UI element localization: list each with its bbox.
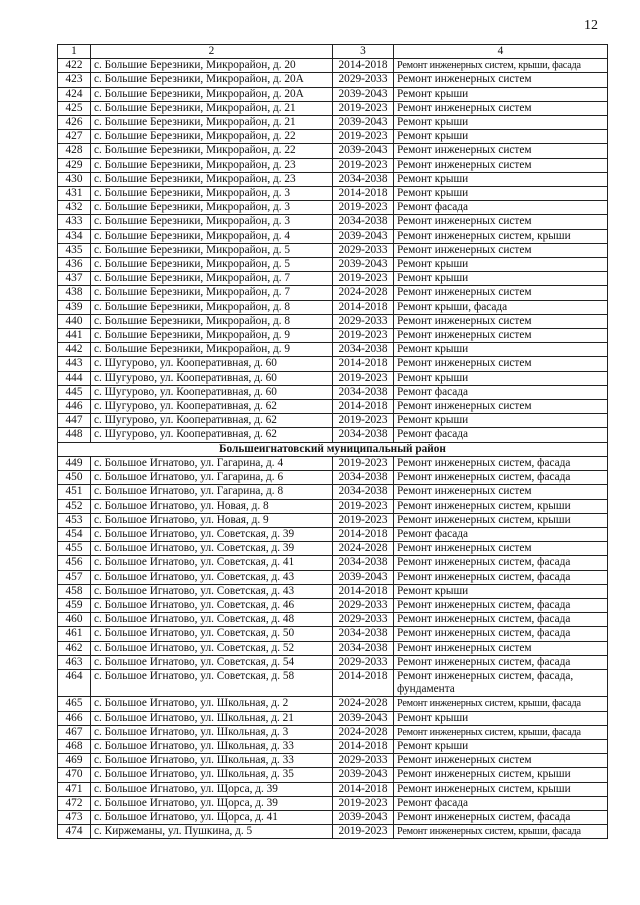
row-work-type: Ремонт инженерных систем, крыши [394,229,608,243]
rows-group-a [58,59,608,442]
row-period: 2019-2023 [333,456,394,470]
row-address: с. Шугурово, ул. Кооперативная, д. 60 [91,371,333,385]
row-period: 2014-2018 [333,584,394,598]
row-work-type: Ремонт инженерных систем, крыши, фасада [394,825,608,839]
table-row [58,655,608,669]
repair-schedule-table [57,44,608,839]
row-period: 2019-2023 [333,825,394,839]
row-period: 2029-2033 [333,73,394,87]
table-row [58,796,608,810]
row-work-type: Ремонт фасада [394,201,608,215]
row-period: 2039-2043 [333,116,394,130]
row-number: 424 [58,87,91,101]
row-period: 2034-2038 [333,428,394,442]
row-number: 446 [58,400,91,414]
row-address: с. Большие Березники, Микрорайон, д. 23 [91,158,333,172]
row-address: с. Большое Игнатово, ул. Гагарина, д. 8 [91,485,333,499]
row-number: 471 [58,782,91,796]
table-row [58,116,608,130]
row-number: 436 [58,258,91,272]
row-work-type: Ремонт крыши [394,414,608,428]
row-work-type: Ремонт инженерных систем, фасада [394,556,608,570]
row-number: 468 [58,739,91,753]
row-address: с. Большое Игнатово, ул. Школьная, д. 2 [91,697,333,711]
row-number: 427 [58,130,91,144]
table-row [58,357,608,371]
row-number: 425 [58,101,91,115]
row-period: 2039-2043 [333,570,394,584]
row-work-type: Ремонт крыши [394,711,608,725]
row-address: с. Большие Березники, Микрорайон, д. 8 [91,300,333,314]
row-address: с. Большие Березники, Микрорайон, д. 20 [91,59,333,73]
row-period: 2034-2038 [333,471,394,485]
row-period: 2034-2038 [333,556,394,570]
row-number: 429 [58,158,91,172]
row-number: 456 [58,556,91,570]
table-row [58,272,608,286]
table-row [58,782,608,796]
row-work-type: Ремонт инженерных систем [394,158,608,172]
table-row [58,314,608,328]
row-address: с. Большое Игнатово, ул. Школьная, д. 33 [91,739,333,753]
row-work-type: Ремонт инженерных систем [394,641,608,655]
table-row [58,825,608,839]
row-period: 2034-2038 [333,385,394,399]
row-work-type: Ремонт инженерных систем [394,542,608,556]
table-row [58,485,608,499]
row-address: с. Большое Игнатово, ул. Советская, д. 54 [91,655,333,669]
row-address: с. Большие Березники, Микрорайон, д. 5 [91,258,333,272]
row-number: 428 [58,144,91,158]
row-work-type: Ремонт инженерных систем [394,314,608,328]
row-number: 452 [58,499,91,513]
row-work-type: Ремонт фасада [394,428,608,442]
table-row [58,258,608,272]
row-number: 458 [58,584,91,598]
table-row [58,471,608,485]
row-work-type: Ремонт фасада [394,796,608,810]
row-work-type: Ремонт крыши [394,172,608,186]
row-period: 2039-2043 [333,258,394,272]
row-address: с. Большое Игнатово, ул. Гагарина, д. 6 [91,471,333,485]
row-address: с. Большие Березники, Микрорайон, д. 7 [91,286,333,300]
table-row [58,570,608,584]
row-address: с. Большое Игнатово, ул. Советская, д. 39 [91,527,333,541]
row-work-type: Ремонт инженерных систем [394,329,608,343]
row-period: 2039-2043 [333,768,394,782]
row-number: 454 [58,527,91,541]
row-work-type: Ремонт крыши [394,116,608,130]
row-address: с. Большие Березники, Микрорайон, д. 8 [91,314,333,328]
table-row [58,385,608,399]
row-address: с. Большое Игнатово, ул. Советская, д. 48 [91,613,333,627]
row-address: с. Большое Игнатово, ул. Щорса, д. 39 [91,796,333,810]
table-row [58,613,608,627]
row-address: с. Большие Березники, Микрорайон, д. 21 [91,101,333,115]
table-row [58,527,608,541]
row-period: 2014-2018 [333,400,394,414]
table-row [58,428,608,442]
row-address: с. Большое Игнатово, ул. Советская, д. 43 [91,584,333,598]
table-row [58,87,608,101]
row-address: с. Большое Игнатово, ул. Советская, д. 39 [91,542,333,556]
table-row [58,201,608,215]
row-number: 433 [58,215,91,229]
row-period: 2039-2043 [333,144,394,158]
row-number: 470 [58,768,91,782]
row-address: с. Большое Игнатово, ул. Новая, д. 8 [91,499,333,513]
row-work-type: Ремонт инженерных систем, крыши, фасада [394,725,608,739]
table-row [58,414,608,428]
row-number: 469 [58,754,91,768]
row-number: 422 [58,59,91,73]
row-period: 2014-2018 [333,59,394,73]
table-row [58,499,608,513]
row-number: 465 [58,697,91,711]
row-number: 455 [58,542,91,556]
row-work-type: Ремонт инженерных систем [394,485,608,499]
page-number: 12 [584,18,598,33]
row-number: 474 [58,825,91,839]
row-number: 423 [58,73,91,87]
row-work-type: Ремонт инженерных систем, фасада [394,471,608,485]
row-work-type: Ремонт инженерных систем, фасада [394,570,608,584]
table-row [58,669,608,696]
row-number: 430 [58,172,91,186]
row-work-type: Ремонт инженерных систем, крыши, фасада [394,59,608,73]
table-row [58,711,608,725]
row-number: 457 [58,570,91,584]
row-number: 443 [58,357,91,371]
row-period: 2019-2023 [333,272,394,286]
row-work-type: Ремонт инженерных систем, фасада [394,613,608,627]
table-row [58,641,608,655]
row-period: 2034-2038 [333,627,394,641]
row-work-type: Ремонт инженерных систем, крыши [394,513,608,527]
row-work-type: Ремонт инженерных систем [394,400,608,414]
row-number: 461 [58,627,91,641]
row-period: 2029-2033 [333,598,394,612]
row-work-type: Ремонт инженерных систем, фасада [394,655,608,669]
row-period: 2034-2038 [333,641,394,655]
table-row [58,187,608,201]
row-period: 2029-2033 [333,613,394,627]
column-header-1: 1 [58,45,91,59]
row-number: 445 [58,385,91,399]
row-address: с. Большие Березники, Микрорайон, д. 3 [91,215,333,229]
row-period: 2039-2043 [333,711,394,725]
row-work-type: Ремонт инженерных систем [394,144,608,158]
row-work-type: Ремонт инженерных систем, крыши, фасада [394,697,608,711]
row-address: с. Большое Игнатово, ул. Школьная, д. 3 [91,725,333,739]
row-work-type: Ремонт инженерных систем, фасада, фундамента [394,669,608,696]
row-address: с. Большие Березники, Микрорайон, д. 23 [91,172,333,186]
row-work-type: Ремонт крыши [394,87,608,101]
row-work-type: Ремонт инженерных систем, фасада [394,627,608,641]
table-row [58,101,608,115]
table-row [58,59,608,73]
row-work-type: Ремонт инженерных систем, крыши [394,499,608,513]
table-row [58,725,608,739]
table-row [58,371,608,385]
table-row [58,810,608,824]
row-work-type: Ремонт инженерных систем [394,754,608,768]
row-number: 459 [58,598,91,612]
row-address: с. Большие Березники, Микрорайон, д. 5 [91,243,333,257]
row-work-type: Ремонт инженерных систем, фасада [394,456,608,470]
row-number: 437 [58,272,91,286]
row-period: 2019-2023 [333,796,394,810]
row-period: 2019-2023 [333,499,394,513]
row-address: с. Большое Игнатово, ул. Советская, д. 46 [91,598,333,612]
table-row [58,73,608,87]
table-row [58,215,608,229]
row-period: 2014-2018 [333,187,394,201]
table-row [58,300,608,314]
row-period: 2014-2018 [333,739,394,753]
section-group [58,442,608,456]
row-address: с. Большое Игнатово, ул. Щорса, д. 41 [91,810,333,824]
row-address: с. Большое Игнатово, ул. Советская, д. 52 [91,641,333,655]
table-row [58,343,608,357]
row-address: с. Большое Игнатово, ул. Советская, д. 43 [91,570,333,584]
table-row [58,172,608,186]
row-address: с. Большие Березники, Микрорайон, д. 4 [91,229,333,243]
row-number: 453 [58,513,91,527]
row-number: 432 [58,201,91,215]
table-row [58,556,608,570]
row-period: 2014-2018 [333,300,394,314]
row-address: с. Большое Игнатово, ул. Советская, д. 58 [91,669,333,696]
row-address: с. Шугурово, ул. Кооперативная, д. 62 [91,414,333,428]
row-number: 449 [58,456,91,470]
table-row [58,754,608,768]
row-period: 2019-2023 [333,201,394,215]
row-address: с. Большие Березники, Микрорайон, д. 20А [91,73,333,87]
row-period: 2029-2033 [333,754,394,768]
row-address: с. Большое Игнатово, ул. Школьная, д. 33 [91,754,333,768]
row-period: 2024-2028 [333,725,394,739]
section-row [58,442,608,456]
row-work-type: Ремонт крыши [394,272,608,286]
row-work-type: Ремонт крыши [394,343,608,357]
row-address: с. Шугурово, ул. Кооперативная, д. 62 [91,400,333,414]
row-number: 442 [58,343,91,357]
table-row [58,158,608,172]
row-number: 439 [58,300,91,314]
row-period: 2014-2018 [333,527,394,541]
row-period: 2019-2023 [333,329,394,343]
row-work-type: Ремонт крыши [394,258,608,272]
row-number: 431 [58,187,91,201]
row-period: 2019-2023 [333,371,394,385]
row-number: 463 [58,655,91,669]
row-address: с. Большие Березники, Микрорайон, д. 9 [91,343,333,357]
table-row [58,627,608,641]
row-address: с. Большое Игнатово, ул. Новая, д. 9 [91,513,333,527]
row-work-type: Ремонт крыши [394,130,608,144]
row-number: 435 [58,243,91,257]
row-number: 450 [58,471,91,485]
row-number: 434 [58,229,91,243]
row-period: 2034-2038 [333,172,394,186]
row-work-type: Ремонт инженерных систем [394,286,608,300]
row-work-type: Ремонт фасада [394,385,608,399]
row-work-type: Ремонт фасада [394,527,608,541]
row-period: 2039-2043 [333,810,394,824]
row-address: с. Большое Игнатово, ул. Советская, д. 50 [91,627,333,641]
row-period: 2014-2018 [333,357,394,371]
row-address: с. Шугурово, ул. Кооперативная, д. 60 [91,385,333,399]
column-header-3: 3 [333,45,394,59]
row-period: 2034-2038 [333,215,394,229]
row-address: с. Шугурово, ул. Кооперативная, д. 60 [91,357,333,371]
row-work-type: Ремонт инженерных систем [394,357,608,371]
row-period: 2024-2028 [333,697,394,711]
row-work-type: Ремонт крыши, фасада [394,300,608,314]
row-number: 462 [58,641,91,655]
row-number: 466 [58,711,91,725]
row-number: 473 [58,810,91,824]
row-number: 464 [58,669,91,696]
table-row [58,513,608,527]
row-number: 451 [58,485,91,499]
row-period: 2029-2033 [333,655,394,669]
row-address: с. Большие Березники, Микрорайон, д. 21 [91,116,333,130]
row-period: 2039-2043 [333,229,394,243]
row-address: с. Большое Игнатово, ул. Советская, д. 41 [91,556,333,570]
row-period: 2019-2023 [333,130,394,144]
row-period: 2024-2028 [333,286,394,300]
row-period: 2039-2043 [333,87,394,101]
row-work-type: Ремонт инженерных систем, крыши [394,782,608,796]
table-row [58,739,608,753]
row-work-type: Ремонт инженерных систем, крыши [394,768,608,782]
row-number: 438 [58,286,91,300]
table-row [58,768,608,782]
row-period: 2029-2033 [333,243,394,257]
row-number: 444 [58,371,91,385]
row-number: 472 [58,796,91,810]
table-row [58,542,608,556]
row-period: 2014-2018 [333,782,394,796]
row-address: с. Большие Березники, Микрорайон, д. 20А [91,87,333,101]
row-work-type: Ремонт инженерных систем, фасада [394,810,608,824]
rows-group-b [58,456,608,838]
row-period: 2019-2023 [333,414,394,428]
row-address: с. Большие Березники, Микрорайон, д. 3 [91,201,333,215]
row-work-type: Ремонт инженерных систем, фасада [394,598,608,612]
table-row [58,286,608,300]
column-header-4: 4 [394,45,608,59]
row-number: 447 [58,414,91,428]
row-period: 2034-2038 [333,343,394,357]
row-work-type: Ремонт крыши [394,187,608,201]
row-work-type: Ремонт инженерных систем [394,101,608,115]
row-period: 2019-2023 [333,158,394,172]
table-row [58,243,608,257]
row-work-type: Ремонт инженерных систем [394,243,608,257]
row-period: 2029-2033 [333,314,394,328]
table-row [58,598,608,612]
row-address: с. Киржеманы, ул. Пушкина, д. 5 [91,825,333,839]
row-address: с. Большие Березники, Микрорайон, д. 22 [91,130,333,144]
section-title: Большеигнатовский муниципальный район [58,442,608,456]
row-address: с. Большие Березники, Микрорайон, д. 7 [91,272,333,286]
row-work-type: Ремонт инженерных систем [394,73,608,87]
table-row [58,697,608,711]
column-header-row [58,45,608,59]
table-row [58,144,608,158]
row-work-type: Ремонт крыши [394,739,608,753]
row-period: 2034-2038 [333,485,394,499]
row-address: с. Большое Игнатово, ул. Гагарина, д. 4 [91,456,333,470]
row-period: 2024-2028 [333,542,394,556]
row-address: с. Большие Березники, Микрорайон, д. 3 [91,187,333,201]
row-work-type: Ремонт крыши [394,371,608,385]
table-row [58,584,608,598]
table-row [58,456,608,470]
row-work-type: Ремонт крыши [394,584,608,598]
table-row [58,229,608,243]
row-period: 2014-2018 [333,669,394,696]
row-address: с. Большое Игнатово, ул. Щорса, д. 39 [91,782,333,796]
row-number: 448 [58,428,91,442]
row-number: 460 [58,613,91,627]
row-period: 2019-2023 [333,101,394,115]
row-address: с. Большие Березники, Микрорайон, д. 9 [91,329,333,343]
row-number: 467 [58,725,91,739]
row-address: с. Шугурово, ул. Кооперативная, д. 62 [91,428,333,442]
table-row [58,329,608,343]
row-address: с. Большое Игнатово, ул. Школьная, д. 21 [91,711,333,725]
column-header-2: 2 [91,45,333,59]
row-period: 2019-2023 [333,513,394,527]
row-number: 441 [58,329,91,343]
row-number: 440 [58,314,91,328]
table-row [58,400,608,414]
row-number: 426 [58,116,91,130]
row-work-type: Ремонт инженерных систем [394,215,608,229]
row-address: с. Большие Березники, Микрорайон, д. 22 [91,144,333,158]
row-address: с. Большое Игнатово, ул. Школьная, д. 35 [91,768,333,782]
table-row [58,130,608,144]
